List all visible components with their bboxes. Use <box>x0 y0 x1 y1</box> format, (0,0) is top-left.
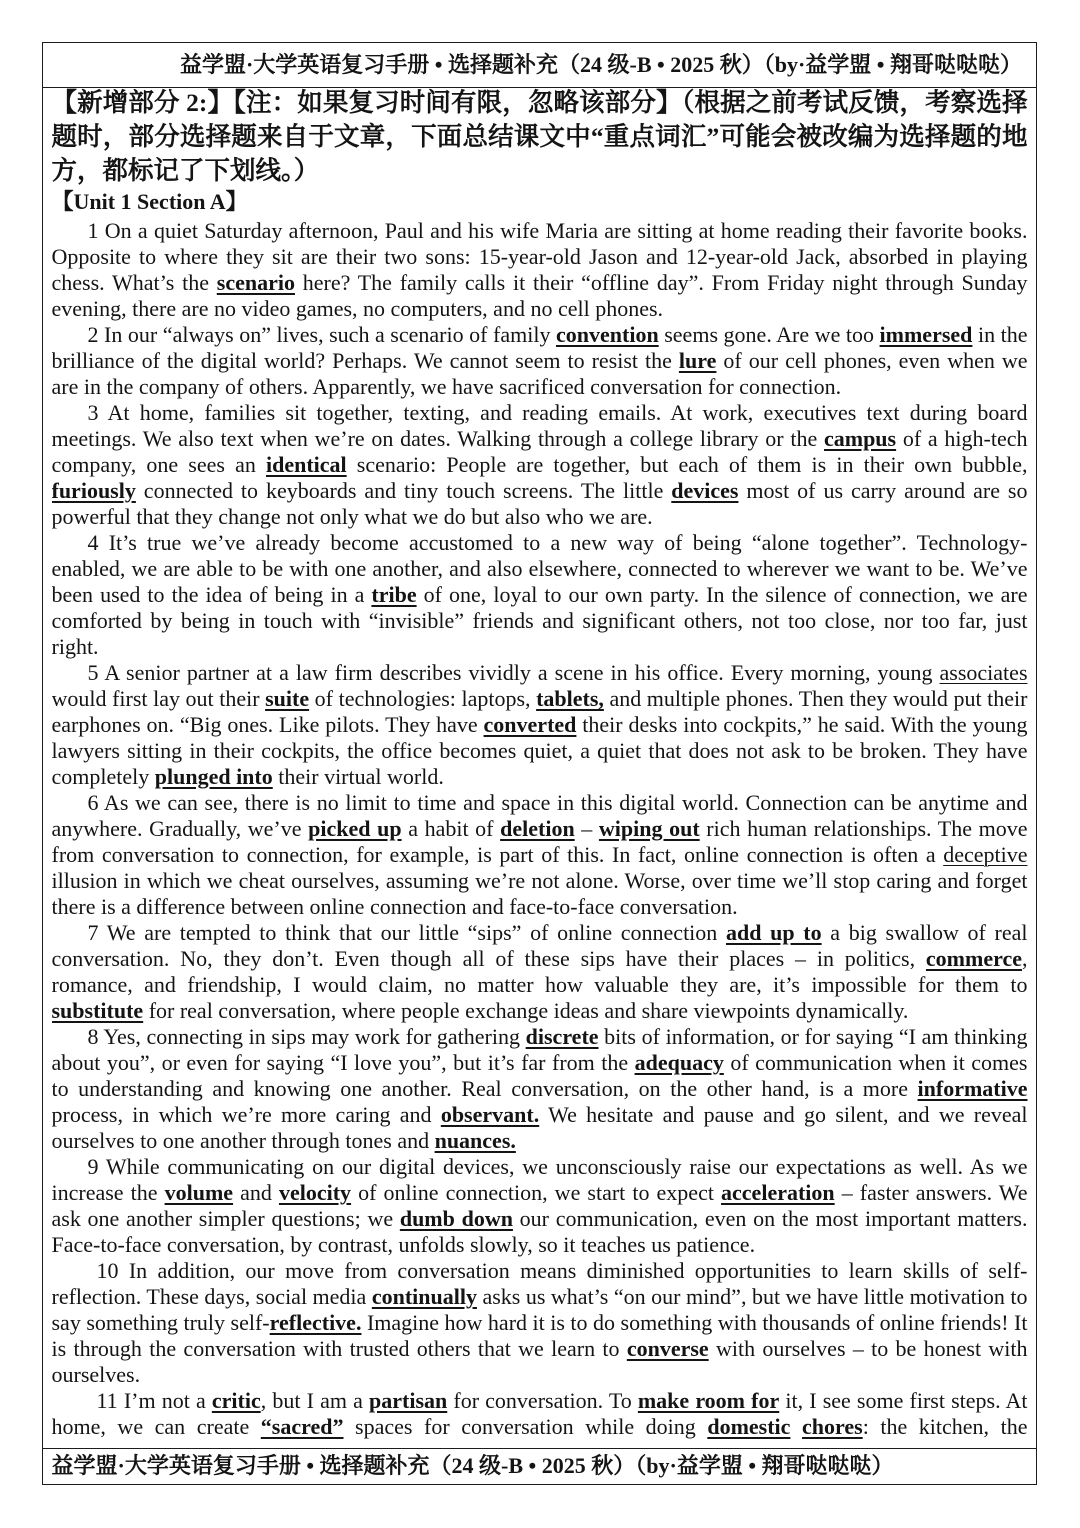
text-run: spaces for conversation while doing <box>343 1414 708 1439</box>
text-run: 1 On a quiet Saturday afternoon, Paul and his wife Maria are sitting at home reading their favorite books. Opposite to where they sit are their two sons: 15-year-old Jason and 12-year-old Jack, absorbed in playing chess. What’s the <box>51 218 1028 295</box>
key-term: dumb down <box>399 1206 513 1231</box>
text-run: asks us what’s “on our mind”, but we have little motivation to say something truly self- <box>51 1284 1028 1335</box>
key-term: domestic <box>707 1414 791 1439</box>
text-run: a habit of <box>401 816 501 841</box>
text-run: for real conversation, where people exchange ideas and share viewpoints dynamically. <box>143 998 909 1023</box>
passage <box>52 218 1028 1440</box>
key-term: identical <box>265 452 347 477</box>
text-run: process, in which we’re more caring and <box>51 1102 441 1127</box>
text-run: scenario: People are together, but each of them is in their own bubble, <box>346 452 1028 477</box>
text-run: 11 I’m not a <box>96 1388 212 1413</box>
key-term: chores <box>801 1414 863 1439</box>
key-term: deletion <box>500 816 575 841</box>
paragraph-8 <box>52 1024 1028 1154</box>
key-term: lure <box>678 348 717 373</box>
text-run: of technologies: laptops, <box>309 686 537 711</box>
text-run: 2 In our “always on” lives, such a scenario of family <box>87 322 556 347</box>
key-term: immersed <box>879 322 973 347</box>
key-term: converse <box>626 1336 709 1361</box>
text-run: 3 At home, families sit together, texting, and reading emails. At work, executives text during board meetings. We also text when we’re on dates. Walking through a college library or the <box>51 400 1028 451</box>
paragraph-7 <box>52 920 1028 1024</box>
key-term: velocity <box>278 1180 352 1205</box>
text-run: our communication, even on the most important matters. Face-to-face conversation, by contrast, unfolds slowly, so it teaches us patience. <box>51 1206 1028 1257</box>
text-run: : the kitchen, the <box>862 1414 1028 1439</box>
text-run: 5 A senior partner at a law firm describes vividly a scene in his office. Every morning, young <box>87 660 940 685</box>
text-run: of communication when it comes to understanding and knowing one another. Real conversation, on the other hand, is a more <box>51 1050 1028 1101</box>
key-term: wiping out <box>598 816 700 841</box>
text-run: for conversation. To <box>447 1388 638 1413</box>
text-run: bits of information, or for saying “I am thinking about you”, or even for saying “I love you”, but it’s far from the <box>51 1024 1028 1075</box>
key-term: informative <box>917 1076 1028 1101</box>
key-term: suite <box>265 686 310 711</box>
text-run: 9 While communicating on our digital devices, we unconsciously raise our expectations as well. As we increase the <box>51 1154 1028 1205</box>
text-run: 10 In addition, our move from conversation means diminished opportunities to learn skills of self-reflection. These days, social media <box>51 1258 1028 1309</box>
paragraph-5 <box>52 660 1028 790</box>
text-run: with ourselves – to be honest with ourselves. <box>51 1336 1028 1387</box>
key-term: acceleration <box>721 1180 835 1205</box>
key-term: devices <box>671 478 739 503</box>
section-heading: 【Unit 1 Section A】 <box>51 189 248 214</box>
text-run: rich human relationships. The move from conversation to connection, for example, is part of this. In fact, online connection is often a <box>51 816 1028 867</box>
key-term: substitute <box>51 998 144 1023</box>
text-run: would first lay out their <box>51 686 266 711</box>
text-run: 7 We are tempted to think that our little “sips” of online connection <box>87 920 726 945</box>
key-term: reflective. <box>269 1310 362 1335</box>
key-term: plunged into <box>154 764 273 789</box>
key-term: scenario <box>216 270 295 295</box>
text-run: most of us carry around are so powerful that they change not only what we do but also who we are. <box>51 478 1028 529</box>
text-run: illusion in which we cheat ourselves, assuming we’re not alone. Worse, over time we’ll stop caring and forget there is a difference between online connection and face-to-face conversation. <box>51 868 1028 919</box>
underlined-term: associates <box>939 660 1028 685</box>
key-term: add up to <box>725 920 822 945</box>
text-run: connected to keyboards and tiny touch screens. The little <box>135 478 672 503</box>
text-run: of online connection, we start to expect <box>351 1180 722 1205</box>
paragraph-1 <box>52 218 1028 322</box>
text-run: here? The family calls it their “offline day”. From Friday night through Sunday evening, there are no video games, no computers, and no cell phones. <box>51 270 1028 321</box>
key-term: “sacred” <box>260 1414 344 1439</box>
key-term: critic <box>211 1388 261 1413</box>
key-term: tablets, <box>536 686 604 711</box>
text-run: , but I am a <box>260 1388 369 1413</box>
page-footer: 益学盟·大学英语复习手册 • 选择题补充（24 级-B • 2025 秋）（by·益学盟 • 翔哥哒哒哒） <box>43 1448 1036 1484</box>
paragraph-10 <box>52 1258 1028 1388</box>
text-run: We hesitate and pause and go silent, and we reveal ourselves to one another through tones and <box>51 1102 1028 1153</box>
text-run: 4 It’s true we’ve already become accustomed to a new way of being “alone together”. Technology-enabled, we are able to be with one another, and also elsewhere, connected to wherever we want to be. We’ve been used to the idea of being in a <box>51 530 1028 607</box>
key-term: nuances. <box>434 1128 516 1153</box>
text-run: – <box>574 816 599 841</box>
key-term: campus <box>823 426 897 451</box>
text-run: Imagine how hard it is to do something with thousands of online friends! It is through the conversation with trusted others that we learn to <box>51 1310 1028 1361</box>
text-run: of our cell phones, even when we are in the company of others. Apparently, we have sacrificed conversation for connection. <box>51 348 1028 399</box>
paragraph-2 <box>52 322 1028 400</box>
text-run: and <box>233 1180 279 1205</box>
text-run: and multiple phones. Then they would put their earphones on. “Big ones. Like pilots. They have <box>51 686 1028 737</box>
key-term: picked up <box>308 816 402 841</box>
paragraph-4 <box>52 530 1028 660</box>
text-run <box>790 1414 802 1439</box>
key-term: commerce <box>925 946 1022 971</box>
paragraph-11 <box>52 1388 1028 1440</box>
key-term: make room for <box>637 1388 780 1413</box>
text-run: of one, loyal to our own party. In the silence of connection, we are comforted by being in touch with “invisible” friends and significant others, not too close, nor too far, just right. <box>51 582 1028 659</box>
paragraph-6 <box>52 790 1028 920</box>
text-run: in the brilliance of the digital world? Perhaps. We cannot seem to resist the <box>51 322 1028 373</box>
underlined-term: deceptive <box>943 842 1028 867</box>
key-term: observant. <box>440 1102 540 1127</box>
paragraph-9 <box>52 1154 1028 1258</box>
key-term: furiously <box>51 478 136 503</box>
key-term: adequacy <box>634 1050 724 1075</box>
key-term: volume <box>164 1180 234 1205</box>
page-frame <box>42 42 1037 1485</box>
text-run: a big swallow of real conversation. No, they don’t. Even though all of these sips have their places – in politics, <box>51 920 1028 971</box>
text-run: – faster answers. We ask one another simpler questions; we <box>51 1180 1028 1231</box>
key-term: convention <box>556 322 659 347</box>
text-run: their virtual world. <box>272 764 444 789</box>
text-run: 8 Yes, connecting in sips may work for gathering <box>87 1024 526 1049</box>
key-term: converted <box>483 712 577 737</box>
text-run: their desks into cockpits,” he said. With the young lawyers sitting in their cockpits, the office becomes quiet, a quiet that does not ask to be broken. They have completely <box>51 712 1028 789</box>
key-term: partisan <box>369 1388 448 1413</box>
text-run: seems gone. Are we too <box>658 322 880 347</box>
text-run: of a high-tech company, one sees an <box>51 426 1028 477</box>
revision-note: 【新增部分 2:】【注：如果复习时间有限，忽略该部分】（根据之前考试反馈，考察选择题时，部分选择题来自于文章，下面总结课文中“重点词汇”可能会被改编为选择题的地方，都标记了下划线。） <box>51 88 1028 185</box>
key-term: continually <box>371 1284 477 1309</box>
key-term: discrete <box>525 1024 599 1049</box>
text-run: , romance, and friendship, I would claim, no matter how valuable they are, it’s impossible for them to <box>51 946 1028 997</box>
paragraph-3 <box>52 400 1028 530</box>
page-header: 益学盟·大学英语复习手册 • 选择题补充（24 级-B • 2025 秋）（by·益学盟 • 翔哥哒哒哒） <box>43 43 1036 88</box>
key-term: tribe <box>371 582 417 607</box>
text-run: it, I see some first steps. At home, we can create <box>51 1388 1028 1439</box>
text-run: 6 As we can see, there is no limit to time and space in this digital world. Connection can be anytime and anywhere. Gradually, we’ve <box>51 790 1028 841</box>
